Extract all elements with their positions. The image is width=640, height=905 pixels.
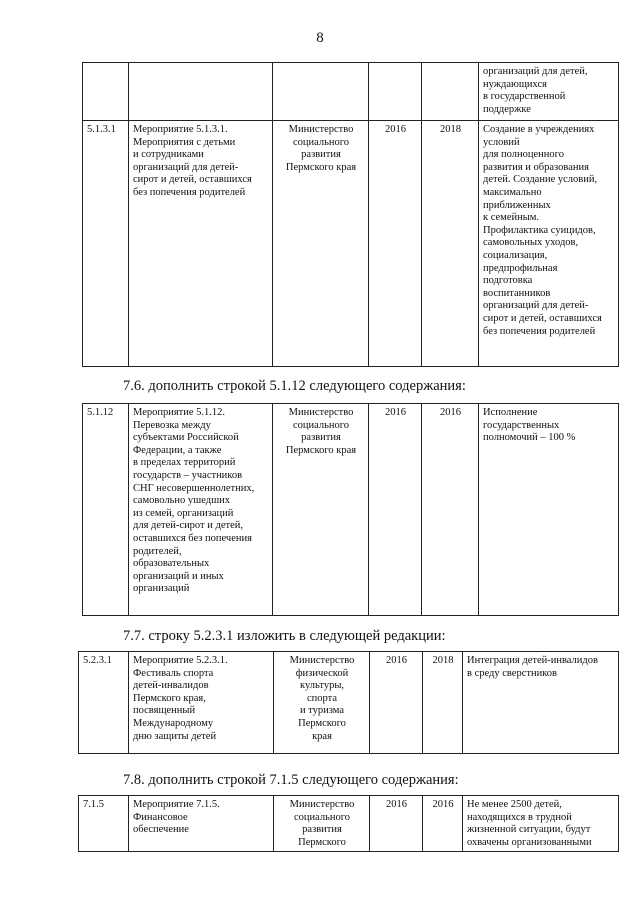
cell-result: Интеграция детей-инвалидов в среду сверстников bbox=[463, 652, 619, 754]
table-row bbox=[79, 652, 619, 754]
table-row bbox=[83, 121, 619, 367]
section-heading-7-8: 7.8. дополнить строкой 7.1.5 следующего содержания: bbox=[123, 772, 459, 788]
cell-executor: Министерство социального развития Пермского bbox=[274, 796, 370, 852]
cell-start-year bbox=[369, 63, 422, 121]
cell-event: Мероприятие 5.2.3.1. Фестиваль спорта детей-инвалидов Пермского края, посвященный Международному дню защиты детей bbox=[129, 652, 274, 754]
cell-event bbox=[129, 63, 273, 121]
table-row bbox=[83, 63, 619, 121]
cell-code: 5.1.3.1 bbox=[83, 121, 129, 367]
cell-executor: Министерство физической культуры, спорта и туризма Пермского края bbox=[274, 652, 370, 754]
table-row bbox=[79, 796, 619, 852]
page-number: 8 bbox=[316, 30, 324, 46]
cell-end-year: 2016 bbox=[423, 796, 463, 852]
cell-result: организаций для детей, нуждающихся в государственной поддержке bbox=[479, 63, 619, 121]
cell-start-year: 2016 bbox=[369, 404, 422, 616]
cell-start-year: 2016 bbox=[369, 121, 422, 367]
cell-end-year: 2016 bbox=[422, 404, 479, 616]
table-row-5-2-3-1 bbox=[78, 651, 619, 754]
cell-end-year: 2018 bbox=[423, 652, 463, 754]
cell-result: Не менее 2500 детей, находящихся в трудной жизненной ситуации, будут охвачены организованными bbox=[463, 796, 619, 852]
table-continuation bbox=[82, 62, 619, 367]
cell-event: Мероприятие 5.1.3.1. Мероприятия с детьми и сотрудниками организаций для детей- сирот и детей, оставшихся без попечения родителей bbox=[129, 121, 273, 367]
cell-event: Мероприятие 7.1.5. Финансовое обеспечение bbox=[129, 796, 274, 852]
section-heading-7-6: 7.6. дополнить строкой 5.1.12 следующего содержания: bbox=[123, 378, 466, 394]
cell-start-year: 2016 bbox=[370, 796, 423, 852]
cell-end-year bbox=[422, 63, 479, 121]
table-row-5-1-12 bbox=[82, 403, 619, 616]
table-row bbox=[83, 404, 619, 616]
table-row-7-1-5 bbox=[78, 795, 619, 852]
section-heading-7-7: 7.7. строку 5.2.3.1 изложить в следующей редакции: bbox=[123, 628, 446, 644]
cell-result: Исполнение государственных полномочий – 100 % bbox=[479, 404, 619, 616]
cell-code: 7.1.5 bbox=[79, 796, 129, 852]
cell-executor: Министерство социального развития Пермского края bbox=[273, 121, 369, 367]
cell-code bbox=[83, 63, 129, 121]
cell-code: 5.2.3.1 bbox=[79, 652, 129, 754]
cell-executor: Министерство социального развития Пермского края bbox=[273, 404, 369, 616]
cell-start-year: 2016 bbox=[370, 652, 423, 754]
cell-event: Мероприятие 5.1.12. Перевозка между субъектами Российской Федерации, а также в пределах территорий государств – участников СНГ несовершеннолетних, самовольно ушедших из семей, организаций для детей-сирот и детей, оставшихся без попечения родителей, образовательных организаций и иных организаций bbox=[129, 404, 273, 616]
cell-code: 5.1.12 bbox=[83, 404, 129, 616]
cell-end-year: 2018 bbox=[422, 121, 479, 367]
cell-result: Создание в учреждениях условий для полноценного развития и образования детей. Создание условий, максимально приближенных к семейным. Профилактика суицидов, самовольных уходов, социализация, предпрофильная подготовка воспитанников организаций для детей- сирот и детей, оставшихся без попечения родителей bbox=[479, 121, 619, 367]
cell-executor bbox=[273, 63, 369, 121]
